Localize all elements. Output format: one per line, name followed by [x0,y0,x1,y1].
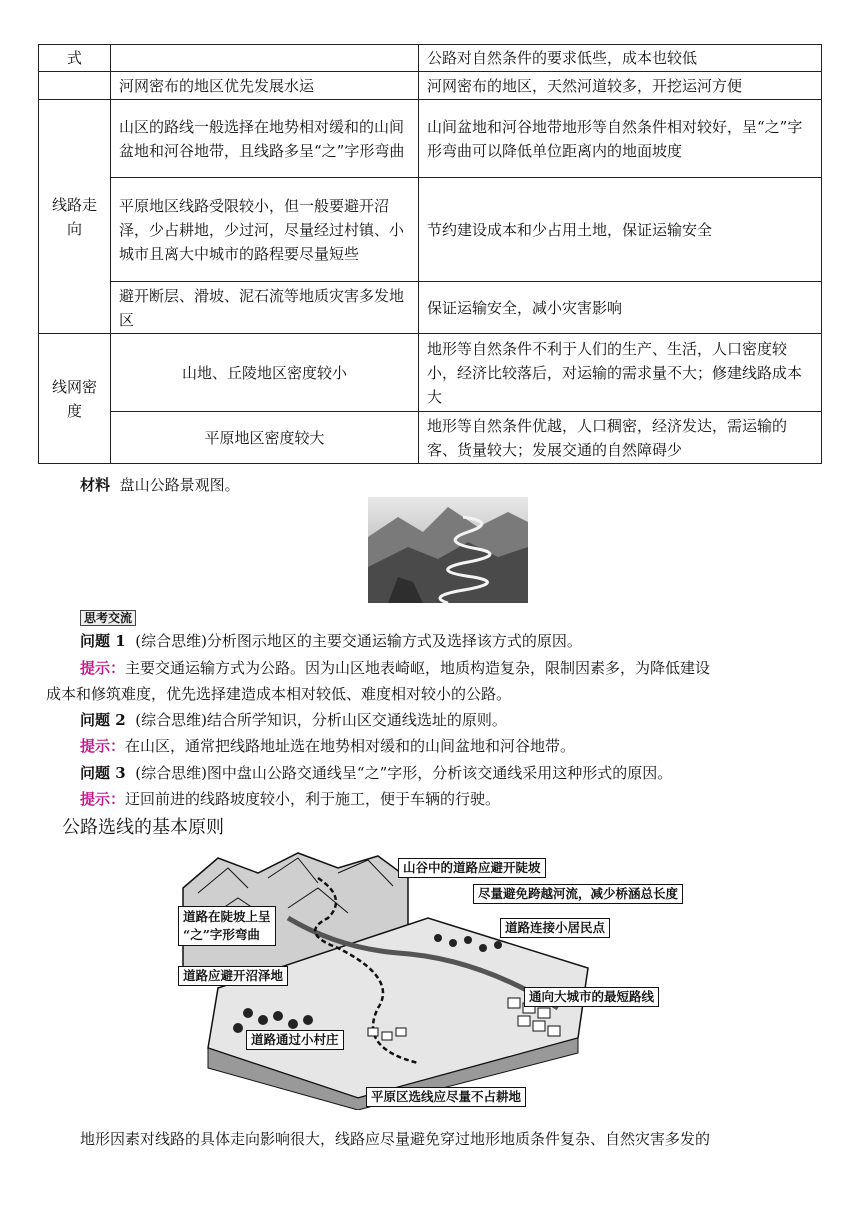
hint-text: 迂回前进的线路坡度较小，利于施工，便于车辆的行驶。 [125,790,501,808]
label-zigzag-line2: “之”字形弯曲 [183,927,260,942]
label-shortest-route: 通向大城市的最短路线 [524,987,659,1007]
table-cell-desc: 山区的路线一般选择在地势相对缓和的山间盆地和河谷地带，且线路多呈“之”字形弯曲 [111,100,419,178]
footer-paragraph: 地形因素对线路的具体走向影响很大，线路应尽量避免穿过地形地质条件复杂、自然灾害多发的 [80,1130,711,1148]
table-cell-desc: 平原地区线路受限较小，但一般要避开沼泽，少占耕地，少过河，尽量经过村镇、小城市且离大中城市的路程要尽量短些 [111,178,419,282]
hint-2 [80,735,575,757]
table-cell-desc: 平原地区密度较大 [111,412,419,464]
question-label: 问题 2 [80,711,126,729]
material-text: 盘山公路景观图。 [119,476,240,494]
hint-text: 主要交通运输方式为公路。因为山区地表崎岖，地质构造复杂，限制因素多，为降低建设 [125,659,711,677]
question-text: (综合思维)分析图示地区的主要交通运输方式及选择该方式的原因。 [135,632,582,650]
mountain-road-photo [368,497,528,603]
table-cell-reason: 公路对自然条件的要求低些，成本也较低 [419,45,822,72]
hint-text: 在山区，通常把线路地址选在地势相对缓和的山间盆地和河谷地带。 [125,737,576,755]
table-cell-category-empty [39,72,111,100]
table-cell-category: 式 [39,45,111,72]
table-cell-category: 线网密度 [39,334,111,464]
table-row [39,100,822,178]
question-text: (综合思维)结合所学知识，分析山区交通线选址的原则。 [135,711,507,729]
table-cell-desc: 河网密布的地区优先发展水运 [111,72,419,100]
table-cell-category: 线路走向 [39,100,111,334]
question-label: 问题 3 [80,764,126,782]
section-title: 公路选线的基本原则 [62,817,224,838]
question-1 [80,630,582,652]
hint-label: 提示： [80,737,126,755]
label-valley-road: 山谷中的道路应避开陡坡 [398,858,546,878]
table-cell-reason: 节约建设成本和少占用土地，保证运输安全 [419,178,822,282]
table-row [39,45,822,72]
material-caption [80,474,240,496]
comparison-table [38,44,822,464]
question-2 [80,709,507,731]
label-small-settlement: 道路连接小居民点 [500,918,610,938]
question-label: 问题 1 [80,632,126,650]
table-cell-desc: 山地、丘陵地区密度较小 [111,334,419,412]
table-cell-reason: 保证运输安全，减小灾害影响 [419,282,822,334]
label-farmland: 平原区选线应尽量不占耕地 [366,1087,526,1107]
table-row [39,282,822,334]
table-row [39,72,822,100]
table-cell-reason: 山间盆地和河谷地带地形等自然条件相对较好，呈“之”字形弯曲可以降低单位距离内的地面坡度 [419,100,822,178]
table-cell-desc [111,45,419,72]
table-row [39,178,822,282]
hint-3 [80,788,500,810]
label-avoid-swamp: 道路应避开沼泽地 [178,966,288,986]
hint-label: 提示： [80,790,126,808]
material-label: 材料 [80,476,111,494]
table-cell-desc: 避开断层、滑坡、泥石流等地质灾害多发地区 [111,282,419,334]
label-zigzag-line1: 道路在陡坡上呈 [183,909,271,924]
label-through-village: 道路通过小村庄 [246,1030,344,1050]
think-exchange-tag: 思考交流 [80,610,136,626]
label-zigzag [178,906,276,946]
label-river-crossing: 尽量避免跨越河流，减少桥涵总长度 [473,884,683,904]
table-cell-reason: 地形等自然条件不利于人们的生产、生活，人口密度较小，经济比较落后，对运输的需求量不大；修建线路成本大 [419,334,822,412]
question-3 [80,762,672,784]
hint-label: 提示： [80,659,126,677]
table-cell-reason: 地形等自然条件优越，人口稠密，经济发达，需运输的客、货量较大；发展交通的自然障碍少 [419,412,822,464]
table-cell-reason: 河网密布的地区，天然河道较多，开挖运河方便 [419,72,822,100]
table-row [39,334,822,412]
hint-1 [80,657,710,679]
hint-1-continued: 成本和修筑难度，优先选择建造成本相对较低、难度相对较小的公路。 [46,685,512,703]
question-text: (综合思维)图中盘山公路交通线呈“之”字形，分析该交通线采用这种形式的原因。 [135,764,673,782]
table-row [39,412,822,464]
